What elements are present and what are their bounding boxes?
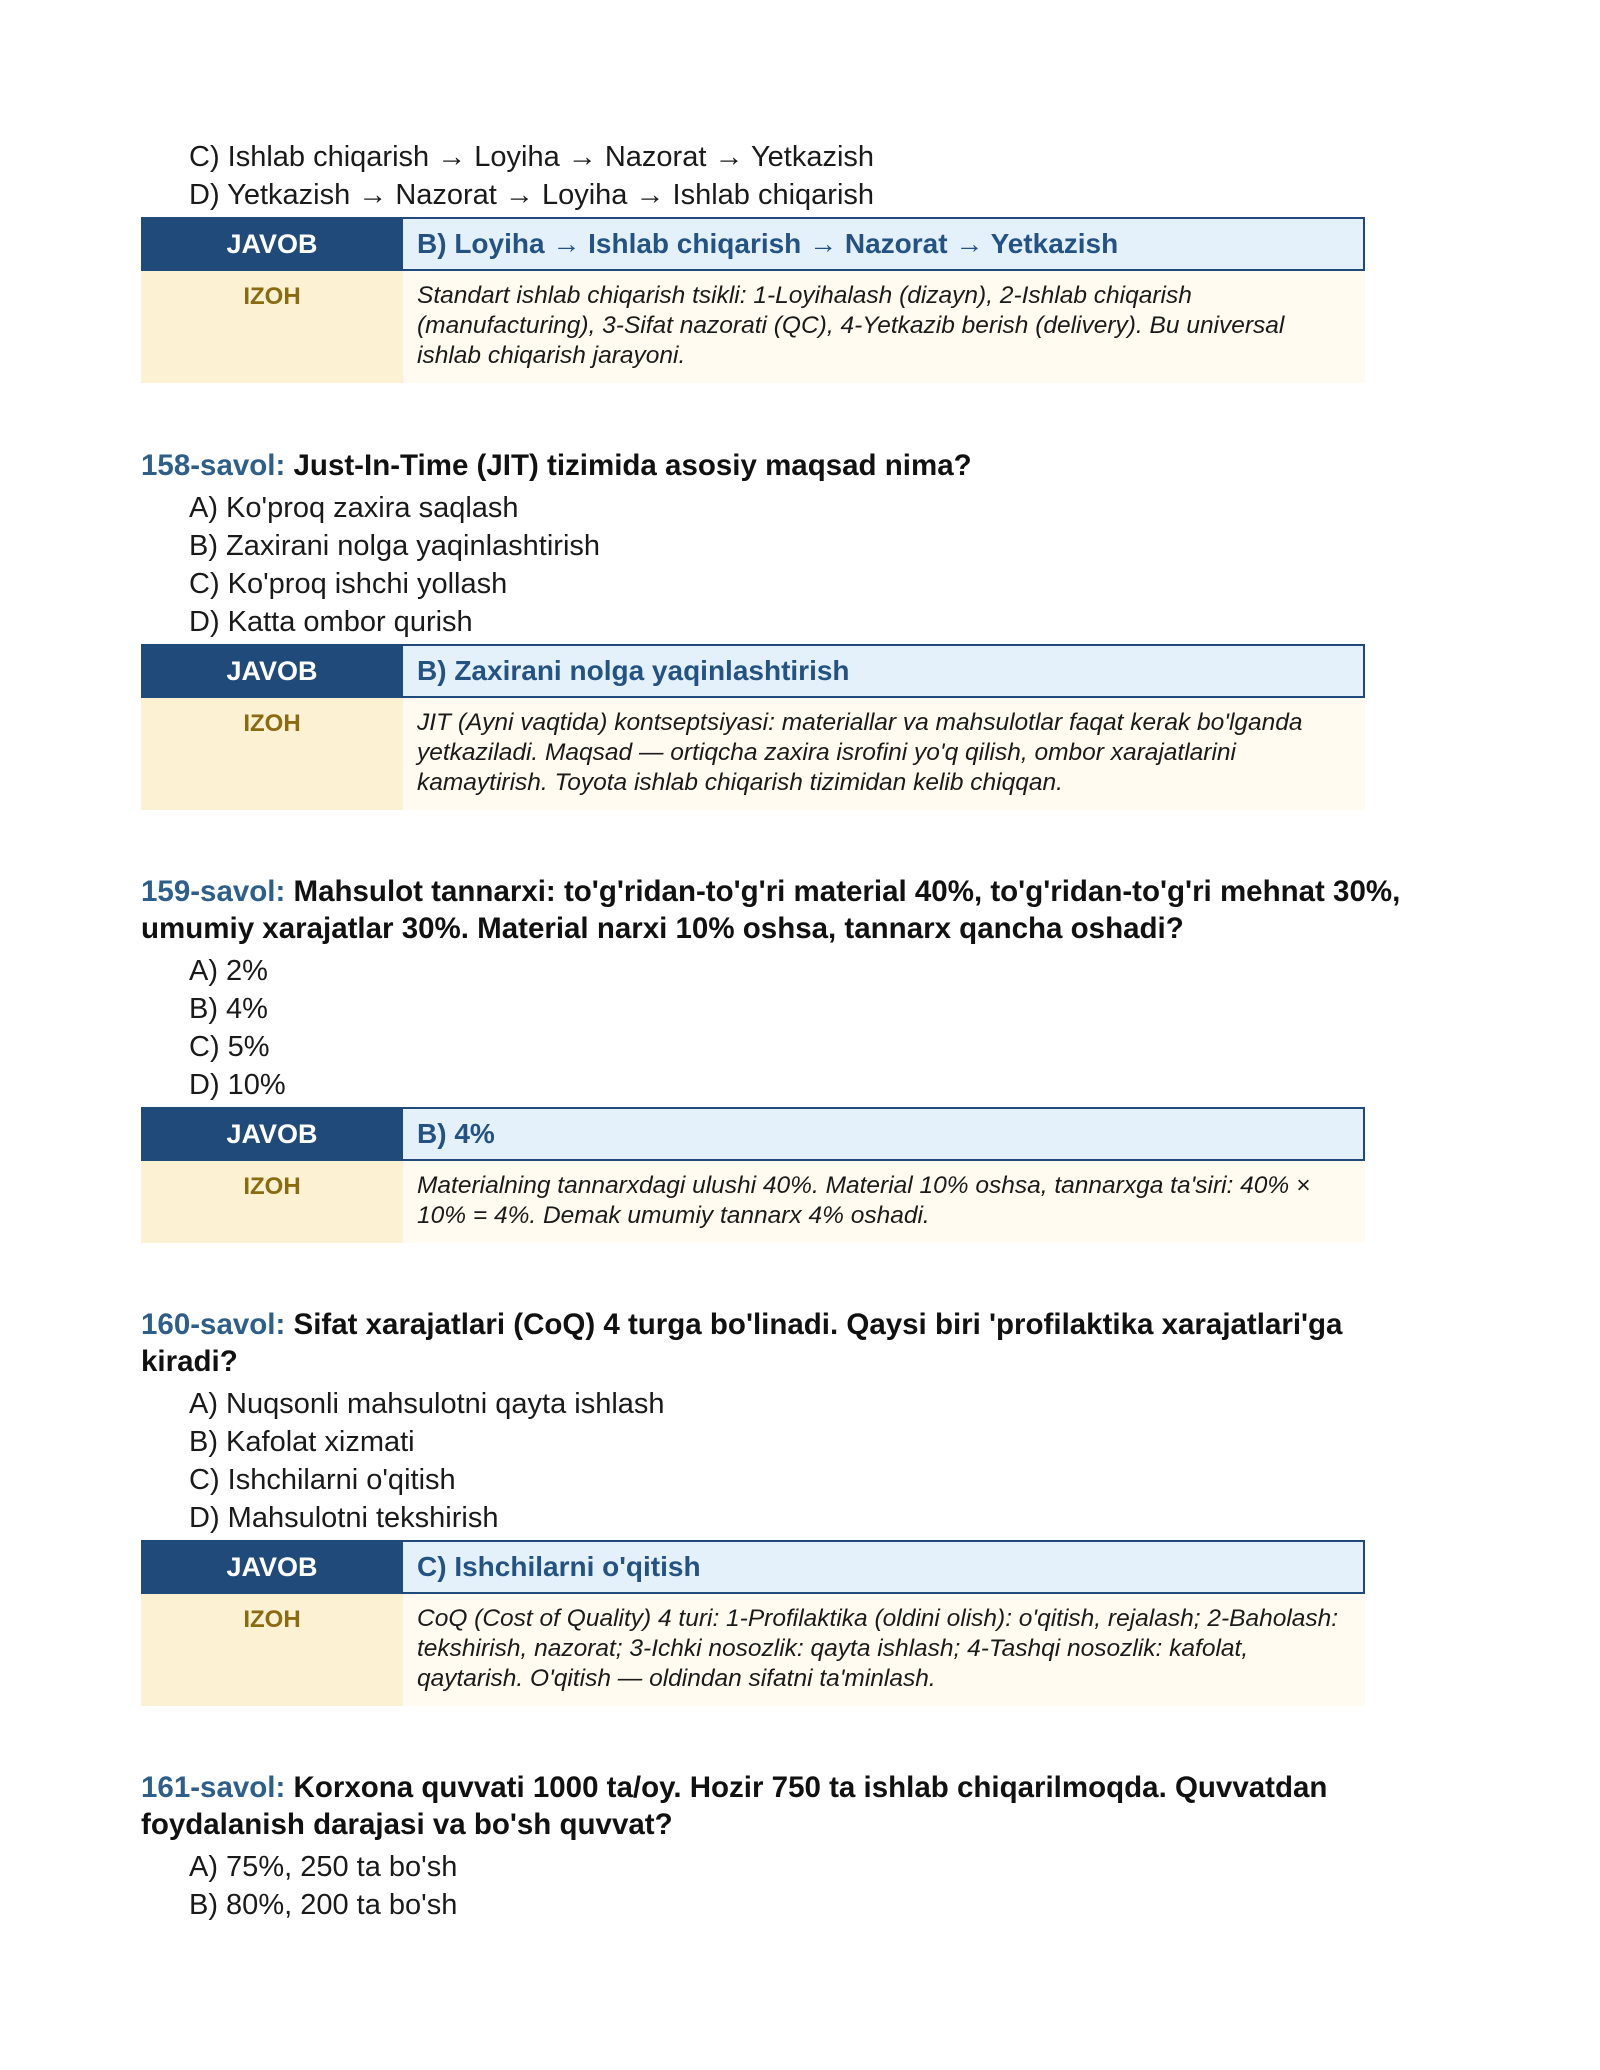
question-text: Just-In-Time (JIT) tizimida asosiy maqsad nima? xyxy=(293,449,972,482)
explanation-row xyxy=(141,1161,1365,1243)
explanation-text: CoQ (Cost of Quality) 4 turi: 1-Profilaktika (oldini olish): o'qitish, rejalash; 2-Baholash: tekshirish, nazorat; 3-Ichki nosozlik: qayta ishlash; 4-Tashqi nosozlik: kafolat, qaytarish. O'qitish — oldindan sifatni ta'minlash. xyxy=(403,1594,1365,1706)
q157-answer-table xyxy=(141,217,1365,383)
explanation-row xyxy=(141,1594,1365,1706)
explanation-text: Standart ishlab chiqarish tsikli: 1-Loyihalash (dizayn), 2-Ishlab chiqarish (manufacturing), 3-Sifat nazorati (QC), 4-Yetkazib berish (delivery). Bu universal ishlab chiqarish jarayoni. xyxy=(403,271,1365,383)
answer-value: B) 4% xyxy=(403,1107,1365,1161)
q160-option-d: D) Mahsulotni tekshirish xyxy=(189,1502,499,1534)
answer-row xyxy=(141,1540,1365,1594)
question-number: 159-savol: xyxy=(141,875,286,908)
q159-option-d: D) 10% xyxy=(189,1069,286,1101)
q161-option-a: A) 75%, 250 ta bo'sh xyxy=(189,1851,458,1883)
q159-option-b: B) 4% xyxy=(189,993,268,1025)
q160-option-b: B) Kafolat xizmati xyxy=(189,1426,415,1458)
q157-option-c: C) Ishlab chiqarish → Loyiha → Nazorat → Yetkazish xyxy=(189,141,875,173)
question-number: 160-savol: xyxy=(141,1308,286,1341)
question-text: Korxona quvvati 1000 ta/oy. Hozir 750 ta ishlab chiqarilmoqda. Quvvatdan foydalanish darajasi va bo'sh quvvat? xyxy=(141,1771,1328,1841)
explanation-row xyxy=(141,271,1365,383)
answer-value: B) Loyiha → Ishlab chiqarish → Nazorat → Yetkazish xyxy=(403,217,1365,271)
q158-option-c: C) Ko'proq ishchi yollash xyxy=(189,568,508,600)
answer-row xyxy=(141,217,1365,271)
q161-title xyxy=(141,1769,1441,1843)
question-text: Sifat xarajatlari (CoQ) 4 turga bo'linadi. Qaysi biri 'profilaktika xarajatlari'ga kiradi? xyxy=(141,1308,1343,1378)
q158-option-b: B) Zaxirani nolga yaqinlashtirish xyxy=(189,530,601,562)
q160-title xyxy=(141,1306,1441,1380)
q159-option-a: A) 2% xyxy=(189,955,268,987)
q160-answer-table xyxy=(141,1540,1365,1706)
q160-option-a: A) Nuqsonli mahsulotni qayta ishlash xyxy=(189,1388,665,1420)
explanation-label: IZOH xyxy=(141,1161,403,1243)
question-number: 158-savol: xyxy=(141,449,286,482)
q158-answer-table xyxy=(141,644,1365,810)
q158-title xyxy=(141,447,1441,484)
explanation-label: IZOH xyxy=(141,271,403,383)
q159-answer-table xyxy=(141,1107,1365,1243)
q161-option-b: B) 80%, 200 ta bo'sh xyxy=(189,1889,458,1921)
answer-label: JAVOB xyxy=(141,644,403,698)
q160-option-c: C) Ishchilarni o'qitish xyxy=(189,1464,456,1496)
explanation-label: IZOH xyxy=(141,698,403,810)
explanation-text: Materialning tannarxdagi ulushi 40%. Material 10% oshsa, tannarxga ta'siri: 40% × 10% = 4%. Demak umumiy tannarx 4% oshadi. xyxy=(403,1161,1365,1243)
question-text: Mahsulot tannarxi: to'g'ridan-to'g'ri material 40%, to'g'ridan-to'g'ri mehnat 30%, umumiy xarajatlar 30%. Material narxi 10% oshsa, tannarx qancha oshadi? xyxy=(141,875,1401,945)
explanation-row xyxy=(141,698,1365,810)
answer-label: JAVOB xyxy=(141,1540,403,1594)
answer-label: JAVOB xyxy=(141,1107,403,1161)
answer-row xyxy=(141,1107,1365,1161)
q159-title xyxy=(141,873,1441,947)
answer-value: C) Ishchilarni o'qitish xyxy=(403,1540,1365,1594)
explanation-label: IZOH xyxy=(141,1594,403,1706)
q158-option-d: D) Katta ombor qurish xyxy=(189,606,473,638)
q157-option-d: D) Yetkazish → Nazorat → Loyiha → Ishlab chiqarish xyxy=(189,179,875,211)
question-number: 161-savol: xyxy=(141,1771,286,1804)
answer-value: B) Zaxirani nolga yaqinlashtirish xyxy=(403,644,1365,698)
explanation-text: JIT (Ayni vaqtida) kontseptsiyasi: materiallar va mahsulotlar faqat kerak bo'lganda yetkaziladi. Maqsad — ortiqcha zaxira isrofini yo'q qilish, ombor xarajatlarini kamaytirish. Toyota ishlab chiqarish tizimidan kelib chiqqan. xyxy=(403,698,1365,810)
q158-option-a: A) Ko'proq zaxira saqlash xyxy=(189,492,519,524)
answer-label: JAVOB xyxy=(141,217,403,271)
q159-option-c: C) 5% xyxy=(189,1031,270,1063)
answer-row xyxy=(141,644,1365,698)
